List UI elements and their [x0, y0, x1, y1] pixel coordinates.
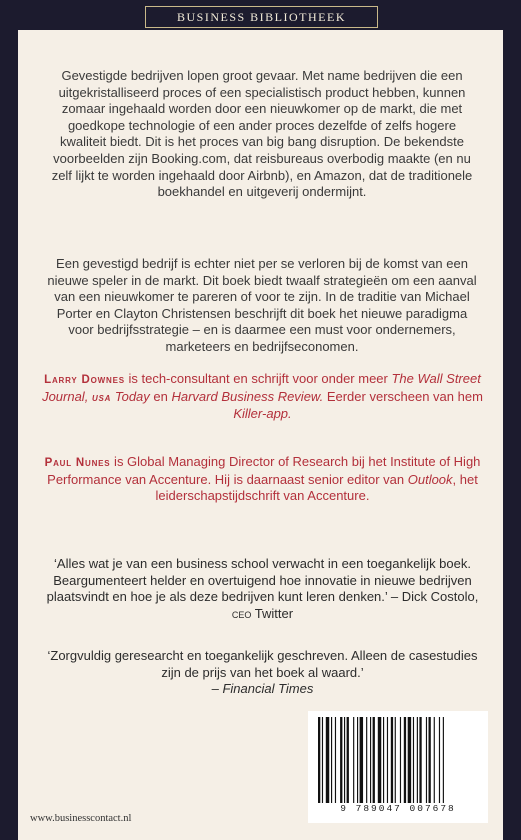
quote-attribution: – Dick Costolo,	[387, 589, 479, 605]
author-name-downes: Larry Downes	[44, 374, 125, 386]
quote-attribution	[40, 681, 485, 698]
author-name-nunes: Paul Nunes	[44, 457, 111, 469]
bio-text: en	[149, 388, 172, 404]
quote-attribution: ceo	[231, 605, 252, 621]
bio-text: , het leiderschapstijdschrift van Accenture.	[155, 471, 478, 504]
publication-title: usa	[91, 391, 112, 404]
author-bio-downes	[40, 371, 485, 423]
quote-attribution: Twitter	[251, 605, 294, 621]
publication-title: Outlook	[407, 471, 453, 487]
quote-financial-times	[40, 648, 485, 698]
isbn-number: 9 789047 007678	[340, 803, 456, 814]
quote-dash: –	[211, 681, 223, 697]
barcode	[308, 711, 488, 823]
publication-title: Harvard Business Review.	[171, 388, 324, 404]
bio-text: is tech-consultant en schrijft voor onder meer	[124, 371, 392, 386]
blurb-paragraph-2: Een gevestigd bedrijf is echter niet per se verloren bij de komst van een nieuwe speler in de markt. Dit boek biedt twaalf strategieën om een aanval van een nieuwkomer te pareren of voor te zijn. In de traditie van Michael Porter en Clayton Christensen beschrijft dit boek het nieuwe paradigma voor bedrijfsstrategie – en is daarmee een must voor ondernemers, marketeers en bedrijfseconomen.	[47, 256, 477, 354]
publication-title: The Wall Street Journal,	[42, 371, 481, 404]
barcode-bars	[316, 717, 480, 805]
publication-title: Today	[111, 388, 150, 404]
publisher-website[interactable]: www.businesscontact.nl	[30, 813, 132, 824]
quote-text: ‘Zorgvuldig geresearcht en toegankelijk geschreven. Alleen de casestudies zijn de prijs van het boek al waard.’	[47, 648, 478, 680]
author-bio-nunes	[40, 454, 485, 505]
blurb-paragraph-1: Gevestigde bedrijven lopen groot gevaar. Met name bedrijven die een uitgekristalliseerd proces of een specialistisch product hebben, kunnen zomaar ingehaald worden door een nieuwkomer op de markt, die met goedkope technologie of een ander proces dezelfde of zelfs hogere kwaliteit biedt. Dit is het proces van big bang disruption. De bekendste voorbeelden zijn Booking.com, dat reisbureaus overbodig maakte (en nu zelf lijkt te worden ingehaald door Airbnb), en Amazon, dat de traditionele boekhandel en uitgeverij ondermijnt.	[51, 68, 473, 200]
header-band	[0, 0, 521, 30]
quote-costolo	[40, 556, 485, 622]
bio-text: Eerder verscheen van hem	[323, 388, 483, 404]
bio-text: is Global Managing Director of Research bij het Institute of High Performance van Accenture. Hij is daarnaast senior editor van	[47, 454, 481, 487]
book-title: Killer-app.	[233, 406, 292, 422]
quote-text: ‘Alles wat je van een business school verwacht in een toegankelijk boek. Beargumenteert helder en overtuigend hoe innovatie in nieuwe bedrijven plaatsvindt en hoe je als deze bedrijven kunt leren denken.’	[46, 556, 472, 605]
series-label: BUSINESS BIBLIOTHEEK	[145, 6, 378, 28]
quote-source: Financial Times	[222, 681, 314, 697]
